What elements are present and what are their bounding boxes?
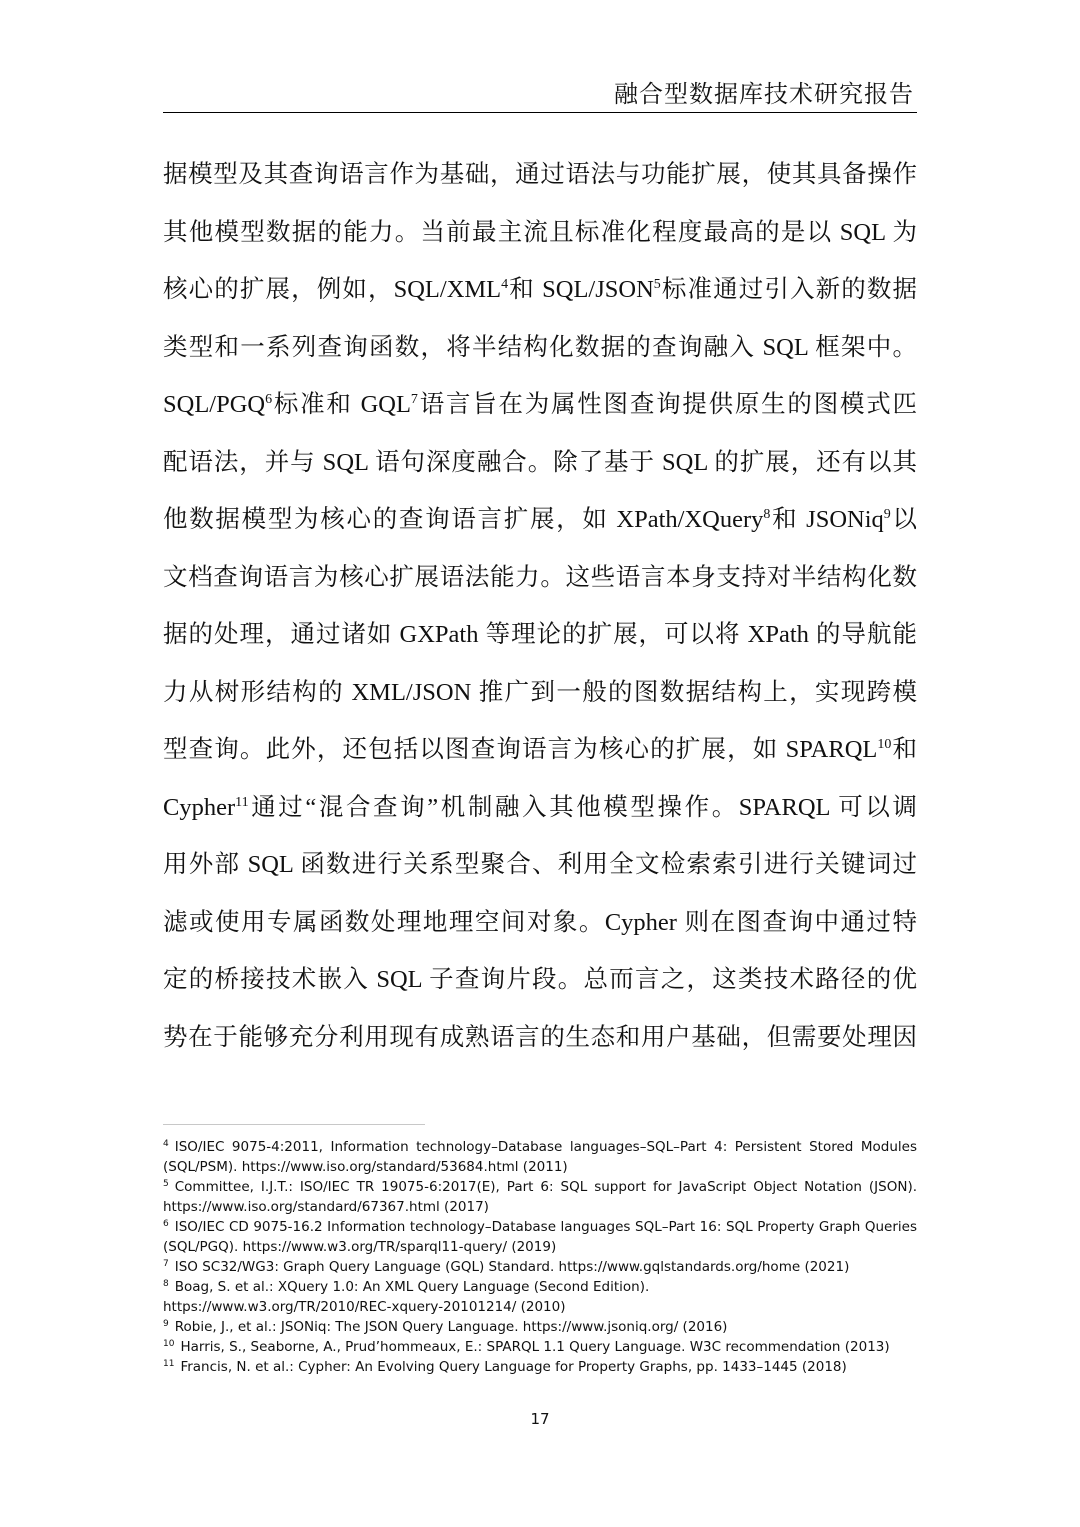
body-line-text: SQL/PGQ xyxy=(163,391,266,418)
running-header-title: 融合型数据库技术研究报告 xyxy=(614,80,914,108)
body-line: 定的桥接技术嵌入 SQL 子查询片段。总而言之，这类技术路径的优 xyxy=(163,966,917,993)
body-paragraph xyxy=(163,146,917,1066)
footnote-line: (SQL/PSM). https://www.iso.org/standard/53684.html (2011) xyxy=(163,1159,568,1175)
footnote-text: Robie, J., et al.: JSONiq: The JSON Query Language. https://www.jsoniq.org/ (2016) xyxy=(174,1319,728,1335)
footnote-ref: 7 xyxy=(410,392,418,407)
footnote-line xyxy=(163,1137,917,1157)
footnote-text: ISO/IEC CD 9075-16.2 Information technology–Database languages SQL–Part 16: SQL Property Graph Queries xyxy=(174,1219,917,1235)
body-line: 其他模型数据的能力。当前最主流且标准化程度最高的是以 SQL 为 xyxy=(163,218,917,246)
footnote-text: Boag, S. et al.: XQuery 1.0: An XML Query Language (Second Edition). xyxy=(174,1279,650,1295)
footnote-number: 6 xyxy=(163,1219,169,1229)
footnote-number: 11 xyxy=(163,1359,175,1369)
body-line xyxy=(163,779,917,837)
footnote-line xyxy=(163,1277,917,1297)
body-line: 据的处理，通过诸如 GXPath 等理论的扩展，可以将 XPath 的导航能 xyxy=(163,621,917,648)
footnote-ref: 8 xyxy=(763,507,771,522)
footnote-text: Committee, I.J.T.: ISO/IEC TR 19075-6:2017(E), Part 6: SQL support for JavaScript Object Notation (JSON). xyxy=(174,1179,917,1195)
footnote-ref: 10 xyxy=(877,737,892,752)
footnote-line: (SQL/PGQ). https://www.w3.org/TR/sparql11-query/ (2019) xyxy=(163,1239,557,1255)
footnote-line xyxy=(163,1357,917,1377)
body-line: 类型和一系列查询函数，将半结构化数据的查询融入 SQL 框架中。 xyxy=(163,333,917,361)
body-line: 据模型及其查询语言作为基础，通过语法与功能扩展，使其具备操作 xyxy=(163,161,917,188)
footnote-ref: 9 xyxy=(883,507,891,522)
footnote-line xyxy=(163,1317,917,1337)
body-line xyxy=(163,376,917,434)
body-line xyxy=(163,491,917,549)
body-line-text: Cypher xyxy=(163,793,236,821)
footnotes xyxy=(163,1137,917,1377)
footnote-line xyxy=(163,1217,917,1237)
body-line-text: 他数据模型为核心的查询语言扩展，如 XPath/XQuery xyxy=(163,506,764,533)
body-line-text: 语言旨在为属性图查询提供原生的图模式匹 xyxy=(417,391,917,418)
footnote-number: 5 xyxy=(163,1179,169,1189)
footnote-line: https://www.w3.org/TR/2010/REC-xquery-20101214/ (2010) xyxy=(163,1299,566,1315)
footnote-line xyxy=(163,1337,917,1357)
body-line-text: 标准通过引入新的数据 xyxy=(660,276,917,303)
footnote-ref: 11 xyxy=(235,794,249,810)
body-line-text: 通过“混合查询”机制融入其他模型操作。SPARQL 可以调 xyxy=(248,793,917,821)
body-line: 势在于能够充分利用现有成熟语言的生态和用户基础，但需要处理因 xyxy=(163,1023,917,1051)
body-line-text: 标准和 GQL xyxy=(272,391,411,418)
header-rule xyxy=(163,112,917,113)
footnote-text: Harris, S., Seaborne, A., Prud’hommeaux, E.: SPARQL 1.1 Query Language. W3C recommendation (2013) xyxy=(180,1339,890,1355)
footnote-ref: 4 xyxy=(501,277,509,292)
body-line-text: 和 SQL/JSON xyxy=(508,276,654,303)
body-line-text: 以 xyxy=(890,506,917,533)
body-line xyxy=(163,261,917,319)
footnote-number: 8 xyxy=(163,1279,169,1289)
footnote-number: 10 xyxy=(163,1339,175,1349)
body-line-text: 核心的扩展，例如，SQL/XML xyxy=(163,276,502,303)
footnote-number: 4 xyxy=(163,1139,169,1149)
body-line: 力从树形结构的 XML/JSON 推广到一般的图数据结构上，实现跨模 xyxy=(163,678,917,706)
body-line: 配语法，并与 SQL 语句深度融合。除了基于 SQL 的扩展，还有以其 xyxy=(163,448,917,476)
body-line: 滤或使用专属函数处理地理空间对象。Cypher 则在图查询中通过特 xyxy=(163,908,917,936)
footnote-text: Francis, N. et al.: Cypher: An Evolving Query Language for Property Graphs, pp. 1433–1445 (2018) xyxy=(180,1359,847,1375)
footnote-line xyxy=(163,1257,917,1277)
body-line-text: 和 xyxy=(891,736,917,763)
body-line-text: 型查询。此外，还包括以图查询语言为核心的扩展，如 SPARQL xyxy=(163,736,878,763)
body-line: 文档查询语言为核心扩展语法能力。这些语言本身支持对半结构化数 xyxy=(163,563,917,591)
footnote-line xyxy=(163,1177,917,1197)
footnote-ref: 6 xyxy=(265,392,273,407)
footnote-number: 9 xyxy=(163,1319,169,1329)
page-number: 17 xyxy=(530,1410,550,1428)
footnote-line: https://www.iso.org/standard/67367.html (2017) xyxy=(163,1199,489,1215)
footnote-text: ISO SC32/WG3: Graph Query Language (GQL) Standard. https://www.gqlstandards.org/home (2021) xyxy=(174,1259,850,1275)
footnote-text: ISO/IEC 9075-4:2011, Information technology–Database languages–SQL–Part 4: Persistent Stored Modules xyxy=(174,1139,917,1155)
footnote-number: 7 xyxy=(163,1259,169,1269)
footnote-separator xyxy=(163,1124,425,1125)
footnote-ref: 5 xyxy=(653,277,661,292)
body-line-text: 和 JSONiq xyxy=(770,506,884,533)
body-line: 用外部 SQL 函数进行关系型聚合、利用全文检索索引进行关键词过 xyxy=(163,851,917,878)
body-line xyxy=(163,721,917,779)
